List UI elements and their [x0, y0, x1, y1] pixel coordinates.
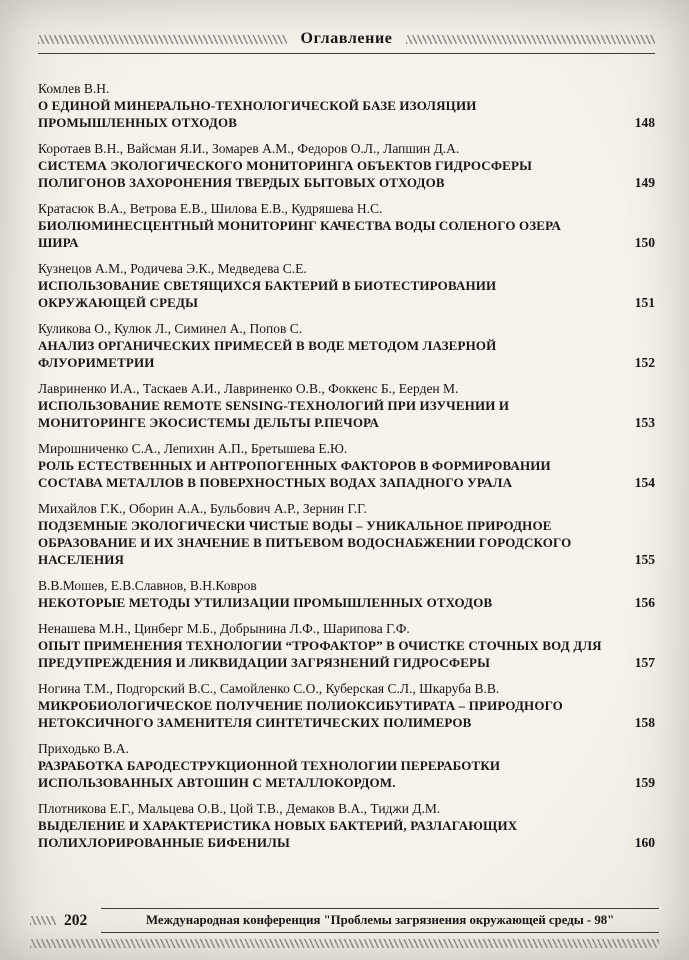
- entry-page-number: 156: [634, 595, 655, 610]
- entry-page-number: 148: [634, 115, 655, 130]
- entry-title: РАЗРАБОТКА БАРОДЕСТРУКЦИОННОЙ ТЕХНОЛОГИИ ПЕРЕРАБОТКИ ИСПОЛЬЗОВАННЫХ АВТОШИН С МЕТАЛЛОКОРДОМ.: [38, 758, 501, 790]
- entry-page-number: 159: [634, 775, 655, 790]
- entry-page-number: 160: [634, 835, 655, 850]
- entry-title: ВЫДЕЛЕНИЕ И ХАРАКТЕРИСТИКА НОВЫХ БАКТЕРИЙ, РАЗЛАГАЮЩИХ ПОЛИХЛОРИРОВАННЫЕ БИФЕНИЛЫ: [38, 818, 518, 850]
- entry-authors: Приходько В.А.: [38, 741, 129, 756]
- footer-page-number: 202: [64, 911, 88, 929]
- entry-page-number: 149: [634, 175, 655, 190]
- toc-entry: [38, 680, 655, 731]
- entry-authors: Михайлов Г.К., Оборин А.А., Бульбович А.Р., Зернин Г.Г.: [38, 501, 367, 516]
- entry-text-block: [38, 80, 619, 131]
- entry-page-number: 153: [634, 415, 655, 430]
- entry-title: РОЛЬ ЕСТЕСТВЕННЫХ И АНТРОПОГЕННЫХ ФАКТОРОВ В ФОРМИРОВАНИИ СОСТАВА МЕТАЛЛОВ В ПОВЕРХНОСТНЫХ ВОДАХ ЗАПАДНОГО УРАЛА: [38, 458, 551, 490]
- entry-page-number: 155: [634, 552, 655, 567]
- entry-text-block: [38, 200, 619, 251]
- entry-text-block: [38, 577, 619, 611]
- toc-entry: [38, 440, 655, 491]
- entry-text-block: [38, 440, 619, 491]
- entry-authors: Ногина Т.М., Подгорский В.С., Самойленко С.О., Куберская С.Л., Шкаруба В.В.: [38, 681, 500, 696]
- entry-page-number: 158: [634, 715, 655, 730]
- entry-page-number: 154: [634, 475, 655, 490]
- footer-conference-title: Международная конференция "Проблемы загрязнения окружающей среды - 98": [146, 913, 615, 927]
- entry-authors: Плотникова Е.Г., Мальцева О.В., Цой Т.В., Демаков В.А., Тиджи Д.М.: [38, 801, 441, 816]
- entry-title: ИСПОЛЬЗОВАНИЕ REMOTE SENSING-ТЕХНОЛОГИЙ ПРИ ИЗУЧЕНИИ И МОНИТОРИНГЕ ЭКОСИСТЕМЫ ДЕЛЬТЫ Р.ПЕЧОРА: [38, 398, 510, 430]
- toc-entry: [38, 800, 655, 851]
- entry-text-block: [38, 740, 619, 791]
- entry-title: ПОДЗЕМНЫЕ ЭКОЛОГИЧЕСКИ ЧИСТЫЕ ВОДЫ – УНИКАЛЬНОЕ ПРИРОДНОЕ ОБРАЗОВАНИЕ И ИХ ЗНАЧЕНИЕ В ПИТЬЕВОМ ВОДОСНАБЖЕНИИ ГОРОДСКОГО НАСЕЛЕНИЯ: [38, 518, 572, 567]
- toc-entry: [38, 200, 655, 251]
- toc-entry: [38, 140, 655, 191]
- footer-hatch-bottom: [30, 939, 659, 948]
- entry-authors: Куликова О., Кулюк Л., Симинел А., Попов С.: [38, 321, 303, 336]
- entry-authors: Комлев В.Н.: [38, 81, 110, 96]
- toc-entry: [38, 620, 655, 671]
- entry-authors: Ненашева М.Н., Цинберг М.Б., Добрынина Л.Ф., Шарипова Г.Ф.: [38, 621, 410, 636]
- toc-entry: [38, 260, 655, 311]
- entry-authors: Кузнецов А.М., Родичева Э.К., Медведева С.Е.: [38, 261, 307, 276]
- entry-text-block: [38, 500, 619, 568]
- entry-title: АНАЛИЗ ОРГАНИЧЕСКИХ ПРИМЕСЕЙ В ВОДЕ МЕТОДОМ ЛАЗЕРНОЙ ФЛУОРИМЕТРИИ: [38, 338, 497, 370]
- toc-entry: [38, 500, 655, 568]
- entry-text-block: [38, 260, 619, 311]
- toc-entry: [38, 80, 655, 131]
- entry-authors: Коротаев В.Н., Вайсман Я.И., Зомарев А.М., Федоров О.Л., Лапшин Д.А.: [38, 141, 460, 156]
- footer-hatch-left: [30, 916, 56, 925]
- entry-authors: Мирошниченко С.А., Лепихин А.П., Бретышева Е.Ю.: [38, 441, 348, 456]
- toc-entry: [38, 320, 655, 371]
- page-footer: [0, 908, 689, 948]
- page-header: [38, 30, 655, 54]
- toc-entry: [38, 380, 655, 431]
- entry-text-block: [38, 800, 619, 851]
- toc-entry: [38, 577, 655, 611]
- entry-title: ОПЫТ ПРИМЕНЕНИЯ ТЕХНОЛОГИИ “ТРОФАКТОР” В ОЧИСТКЕ СТОЧНЫХ ВОД ДЛЯ ПРЕДУПРЕЖДЕНИЯ И ЛИКВИДАЦИИ ЗАГРЯЗНЕНИЙ ГИДРОСФЕРЫ: [38, 638, 602, 670]
- entry-authors: Лавриненко И.А., Таскаев А.И., Лавриненко О.В., Фоккенс Б., Еерден М.: [38, 381, 459, 396]
- entry-page-number: 150: [634, 235, 655, 250]
- entry-title: О ЕДИНОЙ МИНЕРАЛЬНО-ТЕХНОЛОГИЧЕСКОЙ БАЗЕ ИЗОЛЯЦИИ ПРОМЫШЛЕННЫХ ОТХОДОВ: [38, 98, 477, 130]
- entry-title: БИОЛЮМИНЕСЦЕНТНЫЙ МОНИТОРИНГ КАЧЕСТВА ВОДЫ СОЛЕНОГО ОЗЕРА ШИРА: [38, 218, 562, 250]
- page-title: Оглавление: [300, 30, 393, 47]
- entry-text-block: [38, 140, 619, 191]
- entry-page-number: 151: [634, 295, 655, 310]
- entry-authors: В.В.Мошев, Е.В.Славнов, В.Н.Ковров: [38, 578, 257, 593]
- entry-title: НЕКОТОРЫЕ МЕТОДЫ УТИЛИЗАЦИИ ПРОМЫШЛЕННЫХ ОТХОДОВ: [38, 595, 493, 610]
- header-hatch-left: [38, 35, 287, 44]
- entry-authors: Кратасюк В.А., Ветрова Е.В., Шилова Е.В., Кудряшева Н.С.: [38, 201, 383, 216]
- toc-list: [38, 80, 655, 851]
- entry-text-block: [38, 620, 619, 671]
- entry-text-block: [38, 380, 619, 431]
- entry-title: ИСПОЛЬЗОВАНИЕ СВЕТЯЩИХСЯ БАКТЕРИЙ В БИОТЕСТИРОВАНИИ ОКРУЖАЮЩЕЙ СРЕДЫ: [38, 278, 497, 310]
- toc-entry: [38, 740, 655, 791]
- entry-title: СИСТЕМА ЭКОЛОГИЧЕСКОГО МОНИТОРИНГА ОБЪЕКТОВ ГИДРОСФЕРЫ ПОЛИГОНОВ ЗАХОРОНЕНИЯ ТВЕРДЫХ БЫТОВЫХ ОТХОДОВ: [38, 158, 532, 190]
- header-hatch-right: [406, 35, 655, 44]
- entry-page-number: 152: [634, 355, 655, 370]
- entry-text-block: [38, 320, 619, 371]
- footer-left: [30, 908, 101, 933]
- entry-title: МИКРОБИОЛОГИЧЕСКОЕ ПОЛУЧЕНИЕ ПОЛИОКСИБУТИРАТА – ПРИРОДНОГО НЕТОКСИЧНОГО ЗАМЕНИТЕЛЯ СИНТЕТИЧЕСКИХ ПОЛИМЕРОВ: [38, 698, 563, 730]
- entry-page-number: 157: [634, 655, 655, 670]
- entry-text-block: [38, 680, 619, 731]
- footer-row: [30, 908, 659, 933]
- footer-text-wrap: [101, 908, 659, 933]
